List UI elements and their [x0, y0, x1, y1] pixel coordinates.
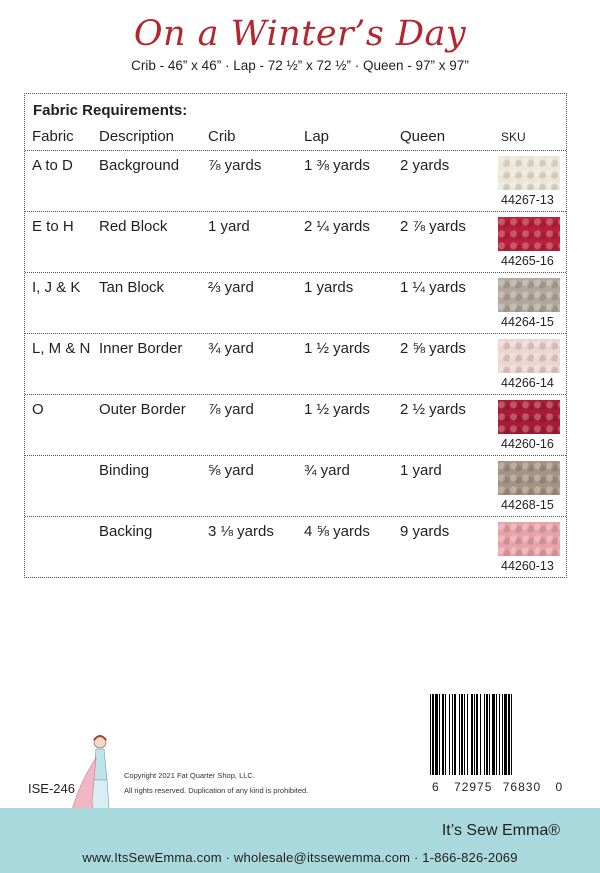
cell-crib: ¾ yard [208, 340, 254, 357]
barcode-digit-first: 6 [432, 780, 440, 794]
barcode-bar [511, 694, 512, 775]
barcode-bar [435, 694, 438, 775]
header-queen: Queen [400, 128, 446, 145]
header-lap: Lap [304, 128, 330, 145]
barcode-bar [476, 694, 478, 775]
barcode-bar [449, 694, 450, 775]
fabric-swatch [498, 217, 560, 251]
copyright-line: Copyright 2021 Fat Quarter Shop, LLC. [124, 771, 255, 780]
cell-crib: ⅞ yard [208, 401, 254, 418]
barcode-bar [499, 694, 500, 775]
rights-line: All rights reserved. Duplication of any kind is prohibited. [124, 786, 309, 795]
barcode-bar [480, 694, 481, 775]
header-sku: SKU [501, 130, 526, 144]
cell-queen: 2 ⅝ yards [400, 340, 466, 357]
cell-crib: ⅞ yards [208, 157, 262, 174]
barcode-bar [459, 694, 460, 775]
barcode-bar [471, 694, 473, 775]
sku-number: 44268-15 [501, 498, 554, 512]
cell-lap: 1 ½ yards [304, 401, 370, 418]
cell-fabric: A to D [32, 157, 73, 174]
cell-lap: 1 ½ yards [304, 340, 370, 357]
cell-crib: ⅝ yard [208, 462, 254, 479]
barcode-bar [432, 694, 434, 775]
cell-lap: 1 yards [304, 279, 354, 296]
barcode-digits-left: 72975 [454, 780, 493, 794]
barcode-bar [454, 694, 456, 775]
contact-info: www.ItsSewEmma.com · wholesale@itssewemma.com · 1-866-826-2069 [82, 850, 518, 865]
barcode-digits [432, 780, 563, 794]
cell-description: Tan Block [99, 279, 165, 296]
table-row [25, 211, 566, 272]
fabric-swatch [498, 156, 560, 190]
fabric-swatch [498, 339, 560, 373]
table-row [25, 394, 566, 455]
barcode-bar [461, 694, 463, 775]
barcode-bar [445, 694, 446, 775]
fabric-swatch [498, 461, 560, 495]
table-row [25, 150, 566, 211]
cell-queen: 2 ½ yards [400, 401, 466, 418]
barcode-digit-last: 0 [555, 780, 564, 794]
table-row [25, 272, 566, 333]
table-row [25, 455, 566, 516]
barcode-bar [484, 694, 485, 775]
fabric-swatch [498, 522, 560, 556]
sku-number: 44267-13 [501, 193, 554, 207]
table-row [25, 516, 566, 577]
cell-description: Backing [99, 523, 153, 540]
barcode-bar [464, 694, 465, 775]
cell-crib: 1 yard [208, 218, 250, 235]
cell-fabric: I, J & K [32, 279, 81, 296]
barcode-bar [492, 694, 495, 775]
cell-queen: 9 yards [400, 523, 450, 540]
fabric-swatch [498, 278, 560, 312]
cell-description: Red Block [99, 218, 168, 235]
sku-number: 44266-14 [501, 376, 554, 390]
brand-name: It’s Sew Emma® [441, 822, 560, 839]
header-description: Description [99, 128, 175, 145]
barcode-bar [430, 694, 431, 775]
cell-fabric: L, M & N [32, 340, 91, 357]
table-row [25, 333, 566, 394]
cell-description: Outer Border [99, 401, 186, 418]
sku-number: 44260-16 [501, 437, 554, 451]
barcode-bar [452, 694, 453, 775]
barcode-digits-right: 76830 [502, 780, 542, 794]
cell-lap: 4 ⅝ yards [304, 523, 370, 540]
barcode-bar [489, 694, 490, 775]
quilt-sizes: Crib - 46” x 46” · Lap - 72 ½” x 72 ½” · Queen - 97” x 97” [131, 58, 469, 73]
sku-number: 44260-13 [501, 559, 554, 573]
barcode-bar [474, 694, 475, 775]
cell-crib: 3 ⅛ yards [208, 523, 274, 540]
copyright-notice [124, 768, 308, 798]
cell-fabric: E to H [32, 218, 74, 235]
cell-description: Background [99, 157, 180, 174]
table-title: Fabric Requirements: [33, 102, 188, 119]
cell-queen: 2 yards [400, 157, 450, 174]
cell-lap: 1 ⅜ yards [304, 157, 370, 174]
fabric-swatch [498, 400, 560, 434]
fabric-requirements-table [24, 93, 567, 578]
barcode-bar [486, 694, 488, 775]
sku-number: 44264-15 [501, 315, 554, 329]
sku-number: 44265-16 [501, 254, 554, 268]
cell-lap: ¾ yard [304, 462, 350, 479]
cell-description: Inner Border [99, 340, 183, 357]
pattern-title: On a Winter’s Day [133, 14, 467, 54]
barcode-bar [467, 694, 468, 775]
cell-queen: 2 ⅞ yards [400, 218, 466, 235]
cell-queen: 1 yard [400, 462, 442, 479]
cell-fabric: O [32, 401, 44, 418]
pattern-code: ISE-246 [28, 781, 75, 796]
barcode-bar [496, 694, 497, 775]
cell-description: Binding [99, 462, 150, 479]
cell-lap: 2 ¼ yards [304, 218, 370, 235]
barcode-bar [504, 694, 507, 775]
header-crib: Crib [208, 128, 236, 145]
cell-queen: 1 ¼ yards [400, 279, 466, 296]
barcode [428, 694, 560, 775]
barcode-bar [439, 694, 440, 775]
cell-crib: ⅔ yard [208, 279, 254, 296]
barcode-bar [502, 694, 503, 775]
header-fabric: Fabric [32, 128, 74, 145]
barcode-bar [442, 694, 444, 775]
table-header-row [25, 128, 566, 148]
barcode-bar [508, 694, 510, 775]
